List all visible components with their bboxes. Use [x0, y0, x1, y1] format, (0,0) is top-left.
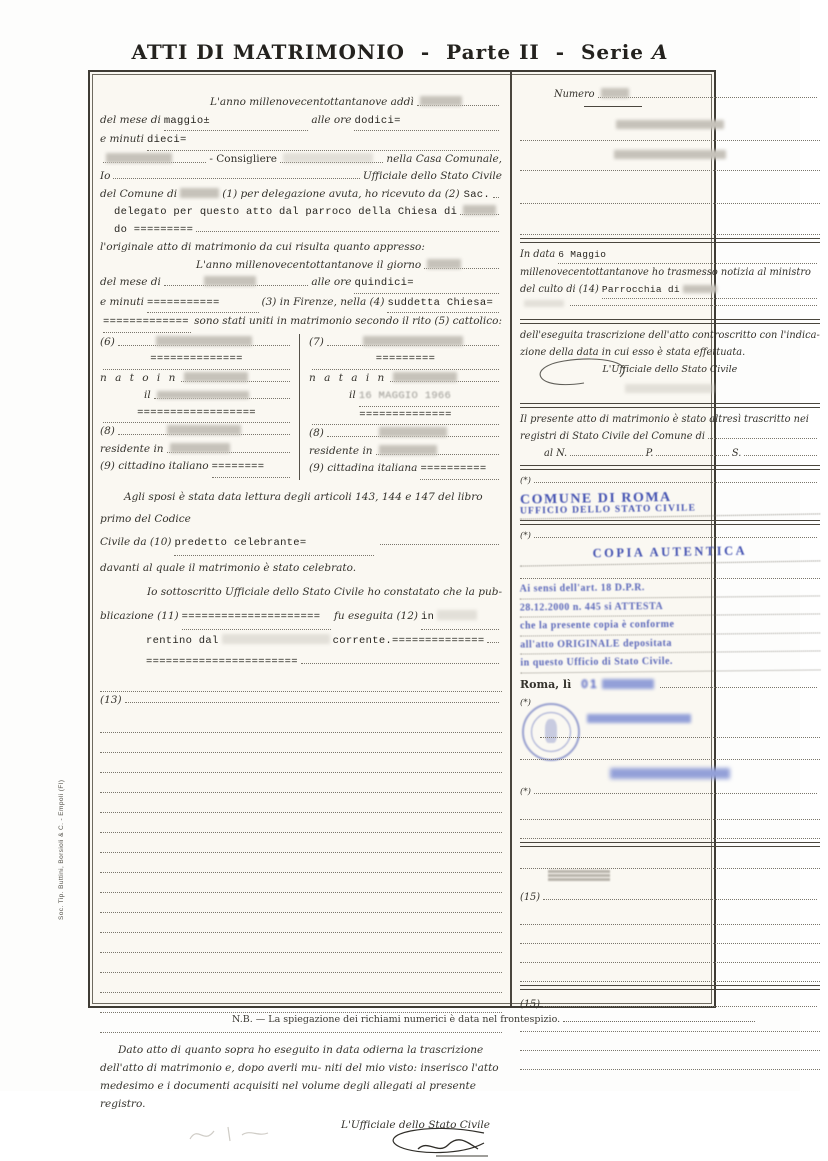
label-ufficiale-stato-civile: Ufficiale dello Stato Civile	[362, 170, 502, 182]
label-culto: del culto di (14)	[520, 284, 599, 295]
label-firenze: (3) in Firenze, nella (4)	[261, 295, 385, 308]
value-mese: maggio±	[163, 114, 211, 127]
blank-line	[100, 913, 502, 933]
label-roma: Roma, lì	[520, 677, 572, 691]
blank-line	[100, 813, 502, 833]
numero-underline	[584, 106, 642, 107]
label-casa-comunale: nella Casa Comunale,	[386, 152, 502, 165]
blank-line	[100, 973, 502, 993]
blank-line	[100, 793, 502, 813]
row-originale	[100, 239, 502, 257]
bride-eq1: =========	[375, 353, 436, 365]
stamp-attestazione	[520, 577, 821, 673]
label-numero: Numero	[554, 89, 595, 100]
blank-line	[520, 204, 820, 235]
row-do	[100, 222, 502, 240]
row-io-ufficiale	[100, 168, 502, 186]
redacted-date-pubblicazione	[222, 634, 330, 644]
label-eseguita2: zione della data in cui esso è stata effettuata.	[520, 347, 746, 358]
groom-column	[100, 334, 299, 480]
blank-line	[520, 801, 820, 820]
blank-line	[520, 1051, 820, 1070]
redacted-officer-name	[106, 153, 172, 163]
row-numero	[520, 86, 820, 103]
title-serie-letter: A	[651, 40, 669, 64]
title-part: Parte II	[446, 40, 540, 64]
blank-line	[100, 713, 502, 733]
value-minuti: dieci=	[146, 134, 187, 146]
paragraph-davanti: davanti al quale il matrimonio è stato celebrato.	[100, 561, 357, 574]
attesta-line2: 28.12.2000 n. 445 si ATTESTA	[520, 596, 820, 618]
page-title	[0, 40, 800, 64]
redacted-groom-birthplace	[184, 372, 248, 382]
redacted-comune	[180, 188, 219, 198]
stamp-copia-autentica: COPIA AUTENTICA	[520, 542, 820, 566]
redacted-bride-name	[363, 336, 463, 346]
redacted-bride-birthplace	[393, 372, 457, 382]
label-ufficiale-bottom: L'Ufficiale dello Stato Civile	[340, 1118, 490, 1131]
row-15a	[520, 869, 820, 889]
double-rule	[520, 842, 820, 847]
blank-line	[520, 906, 820, 925]
label-mese: del mese di	[100, 113, 161, 126]
label-anno2: L'anno millenovecentottantanove il giorno	[196, 258, 422, 271]
redacted-chiesa	[463, 205, 496, 215]
label-il-bride: il	[349, 389, 356, 401]
row-official-signature	[100, 1117, 502, 1135]
label-eseguita: fu eseguita (12)	[333, 609, 418, 622]
footnote	[232, 1014, 758, 1025]
bride-birthdate: 16 MAGGIO 1966	[358, 390, 452, 402]
row-rentino	[100, 630, 502, 652]
redacted-parrocchia-2	[524, 300, 564, 307]
double-rule	[520, 403, 820, 408]
blank-line	[520, 759, 820, 760]
spouses-block	[100, 334, 502, 480]
value-chiesa: suddetta Chiesa=	[387, 296, 494, 309]
label-trasmesso: millenovecentottantanove ho trasmesso notizia al ministro	[520, 267, 811, 278]
blank-line	[100, 993, 502, 1013]
redacted-groom-residence	[170, 443, 230, 453]
label-nato-in: n a t o i n	[100, 371, 178, 384]
blank-line	[100, 853, 502, 873]
double-rule	[520, 319, 820, 324]
paragraph-lettura: Agli sposi è stata data lettura degli articoli 143, 144 e 147 del libro primo del Codice	[100, 490, 483, 525]
blank-line	[100, 733, 502, 753]
redacted-addi	[420, 96, 462, 106]
value-ore2: quindici=	[354, 277, 414, 289]
redacted-blue-signature	[610, 768, 730, 779]
label-nata-in: n a t a i n	[309, 371, 387, 384]
double-rule	[520, 238, 820, 243]
blank-line	[100, 873, 502, 893]
label-delega: (1) per delegazione avuta, ho ricevuto da (2)	[222, 187, 460, 200]
label-star1: (*)	[520, 476, 531, 486]
seal-area	[520, 697, 820, 767]
closing-line2: niti del mio visto: inserisco l'atto medesimo e i documenti acquisiti nel volume degli allegati al presente registro.	[100, 1061, 499, 1110]
stamp-date-value: 01	[581, 676, 599, 691]
blank-line	[520, 925, 820, 944]
printer-credit: Soc. Tip. Buttini, Borsioli & C. - Empoli (FI)	[58, 779, 65, 920]
double-rule	[520, 520, 820, 525]
row-anno	[100, 94, 502, 112]
groom-eq2: ==================	[137, 406, 256, 419]
redacted-officer-stamp	[584, 713, 694, 725]
row-minuti2	[100, 294, 502, 314]
row-minuti	[100, 131, 502, 151]
row-15a-label	[520, 889, 820, 906]
value-eqline2: =======================	[146, 655, 298, 668]
label-blicazione: blicazione (11)	[100, 609, 179, 622]
redacted-stamp-date	[602, 679, 654, 689]
blank-line	[520, 850, 820, 869]
row-delegato	[100, 204, 502, 222]
label-ore2: alle ore	[311, 276, 352, 288]
blank-line	[100, 773, 502, 793]
label-mese2: del mese di	[100, 276, 161, 288]
blank-line	[520, 963, 820, 982]
groom-citizen-eq: ========	[211, 461, 265, 473]
double-rule	[520, 465, 820, 470]
label-anno: L'anno millenovecentottantanove addì	[210, 96, 414, 108]
blank-line	[100, 833, 502, 853]
label-p: P.	[645, 448, 654, 459]
redacted-groom-birthdate	[157, 391, 249, 399]
attesta-line4: all'atto ORIGINALE depositata	[520, 633, 820, 655]
redacted-numero	[601, 88, 629, 98]
value-eqline: =============	[103, 316, 189, 328]
label-eseguita1: dell'eseguita trascrizione dell'atto controscritto con l'indica-	[520, 330, 820, 341]
label-originale: l'originale atto di matrimonio da cui risulta quanto appresso:	[100, 241, 425, 253]
title-serie: Serie	[580, 40, 645, 64]
redacted-bride-profession	[379, 427, 447, 437]
redacted-margin-groom-name	[616, 120, 724, 129]
value-in-data: 6 Maggio	[558, 249, 607, 260]
redacted-groom-profession	[167, 425, 241, 435]
row-15b	[520, 996, 820, 1013]
row-al-n	[520, 445, 820, 462]
bride-column	[299, 334, 502, 480]
closing-line1: Dato atto di quanto sopra ho eseguito in data odierna la trascrizione dell'atto di matrimonio e, dopo averli mu-	[100, 1043, 484, 1074]
label-civile-da: Civile da (10)	[100, 535, 172, 548]
label-residente-bride: residente in	[309, 444, 373, 457]
blank-line	[520, 171, 820, 204]
label-6: (6)	[100, 335, 115, 348]
footnote-text: N.B. — La spiegazione dei richiami numerici è data nel frontespizio.	[232, 1014, 561, 1025]
label-13: (13)	[100, 693, 122, 706]
label-rito: sono stati uniti in matrimonio secondo il rito (5) cattolico:	[194, 315, 502, 327]
row-mese2	[100, 274, 502, 294]
label-consigliere: - Consigliere	[209, 152, 278, 165]
double-rule	[520, 985, 820, 990]
redacted-margin-signature	[625, 384, 715, 393]
row-rito	[100, 313, 502, 333]
value-eseguita: in	[421, 610, 435, 623]
label-residente-groom: residente in	[100, 442, 164, 455]
redacted-margin-bride-name	[614, 150, 726, 159]
label-io: Io	[100, 170, 111, 182]
closing-paragraph	[100, 1041, 502, 1113]
label-ufficiale-margin: L'Ufficiale dello Stato Civile	[602, 364, 738, 375]
value-delegato: delegato per questo atto dal parroco della Chiesa di	[114, 206, 458, 218]
row-anno2	[100, 257, 502, 275]
mini-stamp	[548, 869, 610, 882]
row-star4	[520, 784, 820, 801]
blank-line	[100, 753, 502, 773]
redacted-officer-stamp-line	[587, 714, 691, 723]
blank-line	[100, 672, 502, 692]
label-minuti2: e minuti	[100, 295, 144, 308]
stamp-ufficio-stato-civile: UFFICIO DELLO STATO CIVILE	[520, 501, 820, 519]
blank-line	[100, 893, 502, 913]
stamp-comune-di-roma: COMUNE DI ROMA	[519, 489, 672, 508]
value-corrente: corrente.==============	[332, 634, 485, 647]
groom-eq1: ==============	[150, 353, 243, 365]
redacted-bride-residence	[379, 445, 437, 455]
label-star4: (*)	[520, 786, 531, 797]
row-civile-da	[100, 530, 502, 556]
label-8-groom: (8)	[100, 425, 115, 437]
value-culto: Parrocchia di	[601, 284, 680, 295]
label-15a: (15)	[520, 891, 541, 903]
row-official-margin	[520, 361, 820, 383]
label-comune: del Comune di	[100, 187, 178, 200]
blank-line	[540, 737, 820, 738]
value-rentino: rentino dal	[146, 634, 219, 647]
blank-line	[520, 820, 820, 839]
label-in-data: In data	[520, 249, 556, 260]
blank-line	[520, 944, 820, 963]
value-do: do =========	[114, 223, 194, 236]
row-trasmesso	[520, 264, 820, 281]
round-office-seal	[522, 703, 580, 761]
label-minuti: e minuti	[100, 133, 144, 145]
attesta-line5: in questo Ufficio di Stato Civile.	[520, 651, 820, 673]
attesta-line3: che la presente copia è conforme	[520, 614, 820, 636]
redacted-officer-title	[283, 153, 373, 163]
blank-line	[100, 933, 502, 953]
attesta-line1: Ai sensi dell'art. 18 D.P.R.	[520, 577, 820, 599]
value-ore: dodici=	[354, 114, 401, 127]
redacted-mese2	[204, 276, 256, 286]
label-trascritto2: registri di Stato Civile del Comune di	[520, 431, 706, 442]
label-ore: alle ore	[311, 113, 352, 126]
redacted-groom-name	[156, 336, 252, 346]
title-main: ATTI DI MATRIMONIO	[131, 40, 405, 64]
label-9-groom: (9) cittadino italiano	[100, 460, 209, 472]
paragraph-sottoscritto: Io sottoscritto Ufficiale dello Stato Civile ho constatato che la pub-	[146, 585, 502, 598]
row-mese	[100, 112, 502, 132]
label-9-bride: (9) cittadina italiana	[309, 462, 418, 474]
redacted-parrocchia	[683, 285, 717, 293]
blank-line	[100, 953, 502, 973]
blank-line	[520, 1032, 820, 1051]
row-eq2	[100, 652, 502, 672]
label-star2: (*)	[520, 531, 531, 541]
label-star3: (*)	[520, 697, 531, 708]
label-8-bride: (8)	[309, 427, 324, 439]
redacted-luogo-pubblicazione	[437, 610, 477, 620]
row-roma-date	[520, 672, 820, 697]
value-minuti2: ===========	[146, 296, 220, 309]
redacted-giorno	[427, 259, 461, 269]
bride-eq2: ==============	[359, 408, 452, 421]
label-trascritto1: Il presente atto di matrimonio è stato altresì trascritto nei	[520, 414, 809, 425]
title-dash2: -	[555, 40, 566, 64]
row-blicazione	[100, 604, 502, 630]
row-13	[100, 692, 502, 713]
value-sac: Sac.	[463, 188, 490, 201]
label-7: (7)	[309, 335, 324, 348]
row-culto	[520, 281, 820, 299]
blank-line	[520, 136, 820, 141]
label-al-n: al N.	[544, 448, 568, 459]
row-comune	[100, 186, 502, 205]
pencil-annotation	[184, 1119, 294, 1149]
annotations-column	[512, 72, 828, 1010]
title-dash: -	[420, 40, 431, 64]
label-15b: (15)	[520, 998, 541, 1010]
label-il-groom: il	[144, 389, 151, 401]
footnote-rule	[563, 1021, 755, 1022]
blank-line	[520, 564, 820, 579]
row-in-data	[520, 246, 820, 264]
value-celebrante: predetto celebrante=	[174, 536, 307, 549]
bride-citizen-eq: ==========	[420, 463, 487, 475]
row-consigliere	[100, 151, 502, 169]
label-s: S.	[731, 448, 742, 459]
value-blicazione: =====================	[181, 610, 321, 623]
